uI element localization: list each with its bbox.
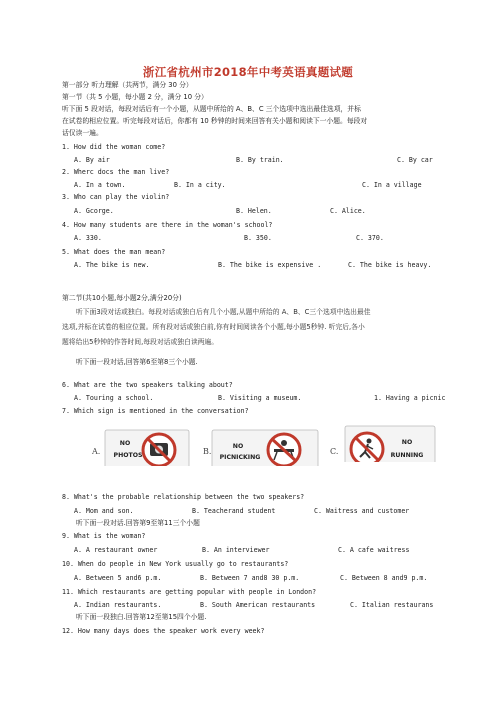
listening-instruction: 听下面一段对话.回答第9至第11三个小题	[76, 519, 200, 527]
sign-b-text-1: NO	[232, 443, 244, 450]
section1-instruction: 话仅读一遍。	[62, 129, 103, 137]
q8-option-c: C. Waitress and customer	[314, 507, 410, 515]
page-title: 浙江省杭州市2018年中考英语真题试题	[142, 65, 354, 79]
q4-option-c: C. 370.	[356, 234, 384, 242]
section2-instruction	[62, 320, 452, 335]
q9-option-b: B. An interviewer	[202, 546, 270, 554]
section2-heading: 第二节(共10小题,每小题2分,满分20分)	[62, 294, 182, 302]
sign-b-label: B.	[203, 447, 212, 456]
q2-option-c: C. In a village	[362, 181, 422, 189]
sign-c-text-1: NO	[401, 439, 413, 446]
sign-b-text-2: PICNICKING	[219, 454, 261, 461]
q6-option-b: B. Visiting a museum.	[218, 394, 302, 402]
q10-option-a: A. Between 5 and6 p.m.	[74, 574, 162, 582]
q2-option-a: A. In a town.	[74, 181, 126, 189]
q3-option-c: C. Alice.	[330, 207, 366, 215]
question-2: 2. Wherc docs the man live?	[62, 168, 170, 176]
q4-option-b: B. 350.	[244, 234, 272, 242]
q11-option-b: B. South American restaurants	[200, 601, 316, 609]
q10-option-b: B. Between 7 and8 30 p.m.	[200, 574, 300, 582]
question-9: 9. What is the woman?	[62, 532, 146, 540]
question-5: 5. What does the man mean?	[62, 248, 166, 256]
q5-option-b: B. The bike is expensive .	[218, 261, 322, 269]
section2-instruction-line: 选项,并标在试卷的相应位置。所有段对话或独白前,你有时间阅读各个小题,每小题5秒钟. 听完后,各小	[62, 323, 365, 331]
section2-instruction-line: 听下面3段对话或独白。每段对话或独白后有几个小题,从题中所给的 A、B、C三个选项中选出最佳	[76, 308, 371, 316]
q8-option-b: B. Teacherand student	[192, 507, 276, 515]
section2-instruction	[62, 335, 452, 350]
question-7: 7. Which sign is mentioned in the conversation?	[62, 407, 249, 415]
no-picnicking-sign	[210, 428, 320, 466]
section1-instruction: 听下面 5 段对话，每段对话后有一个小题，从题中所给的 A、B、C 三个选项中选出最佳选项，并标	[62, 105, 361, 113]
sign-c-label: C.	[330, 447, 339, 456]
q11-option-a: A. Indian restaurants.	[74, 601, 162, 609]
section1-instruction: 在试卷的相应位置。听完每段对话后，你都有 10 秒钟的时间来回答有关小题和阅读下一小题。每段对	[62, 117, 368, 125]
q5-option-c: C. The bike is heavy.	[348, 261, 432, 269]
q5-option-a: A. The bike is new.	[74, 261, 150, 269]
q1-option-b: B. By train.	[236, 156, 284, 164]
sign-c-text-2: RUNNING	[390, 452, 424, 459]
no-photos-sign	[103, 428, 191, 466]
section1-heading: 第一节（共 5 小题，每小题 2 分，满分 10 分）	[62, 93, 208, 101]
no-running-sign	[343, 424, 437, 462]
q10-option-c: C. Between 8 and9 p.m.	[340, 574, 428, 582]
sign-a-label: A.	[92, 447, 101, 456]
listening-instruction: 听下面一段独白.回答第12至第15四个小题.	[76, 613, 207, 621]
q2-option-b: B. In a city.	[174, 181, 226, 189]
listening-instruction: 听下面一段对话,回答第6至第8三个小题.	[76, 358, 198, 366]
question-12: 12. How many days does the speaker work every week?	[62, 627, 265, 635]
section2-instruction	[62, 305, 452, 320]
q1-option-a: A. By air	[74, 156, 110, 164]
q11-option-c: C. Italian restaurans	[350, 601, 434, 609]
part-heading: 第一部分 听力理解（共两节，满分 30 分）	[62, 81, 193, 89]
sign-a-text-1: NO	[119, 440, 131, 447]
q1-option-c: C. By car	[397, 156, 433, 164]
section2-instruction-line: 题将给出5秒钟的作答时间,每段对话或独白读两遍。	[62, 338, 219, 346]
q4-option-a: A. 330.	[74, 234, 102, 242]
q9-option-c: C. A cafe waitress	[338, 546, 410, 554]
question-11: 11. Which restaurants are getting popular with people in London?	[62, 588, 317, 596]
q8-option-a: A. Mom and son.	[74, 507, 134, 515]
question-4: 4. How many students are there in the woman's school?	[62, 221, 273, 229]
q3-option-a: A. Gcorge.	[74, 207, 114, 215]
q9-option-a: A. A restaurant owner	[74, 546, 158, 554]
question-6: 6. What are the two speakers talking about?	[62, 381, 233, 389]
question-8: 8. What's the probable relationship between the two speakers?	[62, 493, 305, 501]
sign-a-text-2: PHOTOS	[113, 452, 143, 459]
question-1: 1. How did the woman come?	[62, 143, 166, 151]
question-3: 3. Who can play the violin?	[62, 193, 170, 201]
question-10: 10. When do people in New York usually go to restaurants?	[62, 560, 289, 568]
q6-option-a: A. Touring a school.	[74, 394, 154, 402]
q6-option-c: 1. Having a picnic	[374, 394, 446, 402]
q3-option-b: B. Helen.	[236, 207, 272, 215]
